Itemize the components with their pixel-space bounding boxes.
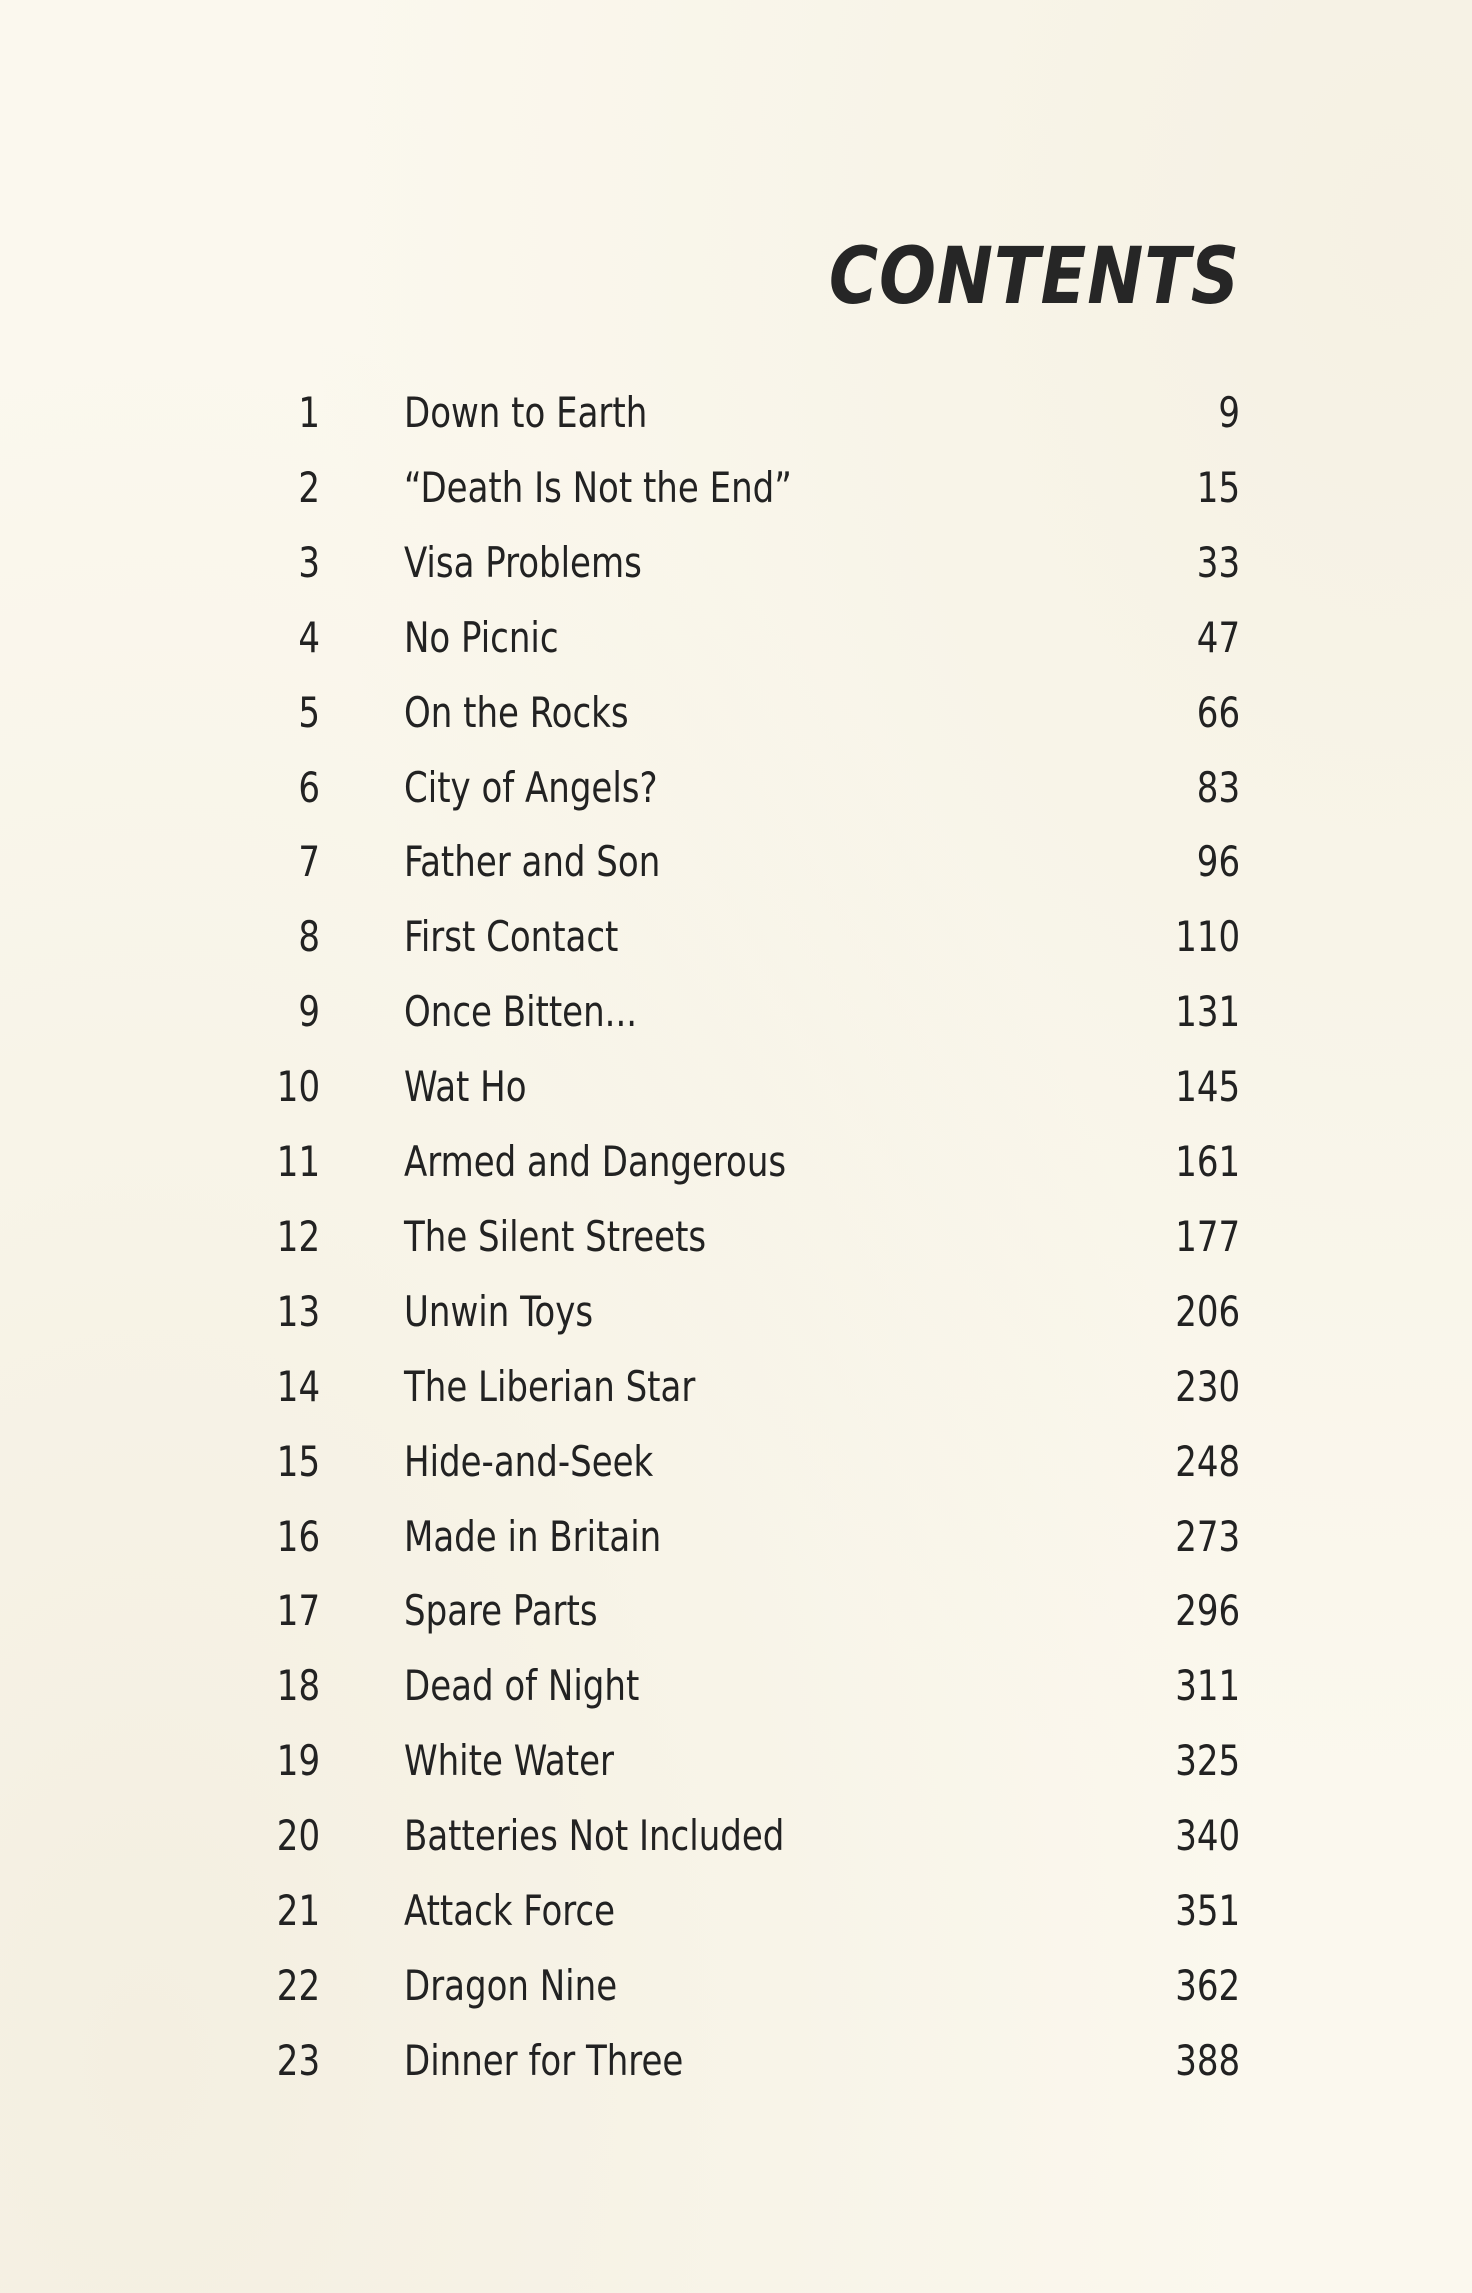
chapter-number: 20 — [276, 1811, 320, 1860]
toc-entry[interactable] — [0, 2031, 1472, 2091]
chapter-page-number: 351 — [1175, 1886, 1240, 1935]
chapter-number: 2 — [298, 463, 320, 512]
toc-entry[interactable] — [0, 1132, 1472, 1192]
chapter-number: 3 — [298, 538, 320, 587]
chapter-page-number: 248 — [1175, 1437, 1240, 1486]
chapter-page-number: 15 — [1196, 463, 1240, 512]
chapter-page-number: 47 — [1196, 613, 1240, 662]
chapter-title: On the Rocks — [404, 688, 629, 737]
chapter-number: 13 — [276, 1287, 320, 1336]
chapter-page-number: 230 — [1175, 1362, 1240, 1411]
chapter-number: 17 — [276, 1586, 320, 1635]
chapter-page-number: 340 — [1175, 1811, 1240, 1860]
toc-entry[interactable] — [0, 758, 1472, 818]
toc-entry[interactable] — [0, 982, 1472, 1042]
chapter-title: City of Angels? — [404, 763, 658, 812]
chapter-number: 12 — [276, 1212, 320, 1261]
chapter-page-number: 66 — [1196, 688, 1240, 737]
toc-entry[interactable] — [0, 1581, 1472, 1641]
chapter-title: Dead of Night — [404, 1661, 640, 1710]
chapter-number: 23 — [276, 2036, 320, 2085]
toc-entry[interactable] — [0, 1432, 1472, 1492]
toc-entry[interactable] — [0, 1282, 1472, 1342]
toc-entry[interactable] — [0, 907, 1472, 967]
chapter-number: 11 — [276, 1137, 320, 1186]
chapter-title: Dragon Nine — [404, 1961, 618, 2010]
chapter-page-number: 325 — [1175, 1736, 1240, 1785]
chapter-number: 8 — [298, 912, 320, 961]
toc-entry[interactable] — [0, 1057, 1472, 1117]
chapter-title: Dinner for Three — [404, 2036, 684, 2085]
chapter-title: Down to Earth — [404, 388, 648, 437]
toc-entry[interactable] — [0, 1357, 1472, 1417]
chapter-page-number: 388 — [1175, 2036, 1240, 2085]
toc-entry[interactable] — [0, 1956, 1472, 2016]
toc-entry[interactable] — [0, 1507, 1472, 1567]
toc-entry[interactable] — [0, 458, 1472, 518]
chapter-page-number: 110 — [1175, 912, 1240, 961]
chapter-title: Unwin Toys — [404, 1287, 594, 1336]
chapter-title: The Silent Streets — [404, 1212, 707, 1261]
chapter-page-number: 9 — [1218, 388, 1240, 437]
chapter-page-number: 33 — [1196, 538, 1240, 587]
chapter-page-number: 296 — [1175, 1586, 1240, 1635]
chapter-number: 5 — [298, 688, 320, 737]
toc-entry[interactable] — [0, 1207, 1472, 1267]
toc-entry[interactable] — [0, 832, 1472, 892]
chapter-title: Spare Parts — [404, 1586, 598, 1635]
chapter-page-number: 83 — [1196, 763, 1240, 812]
chapter-number: 21 — [276, 1886, 320, 1935]
chapter-page-number: 96 — [1196, 837, 1240, 886]
chapter-title: Once Bitten... — [404, 987, 638, 1036]
chapter-number: 22 — [276, 1961, 320, 2010]
chapter-title: Armed and Dangerous — [404, 1137, 787, 1186]
toc-entry[interactable] — [0, 1731, 1472, 1791]
chapter-page-number: 177 — [1175, 1212, 1240, 1261]
chapter-number: 1 — [298, 388, 320, 437]
chapter-number: 15 — [276, 1437, 320, 1486]
chapter-number: 9 — [298, 987, 320, 1036]
chapter-title: Visa Problems — [404, 538, 642, 587]
toc-entry[interactable] — [0, 683, 1472, 743]
chapter-title: No Picnic — [404, 613, 559, 662]
contents-heading: CONTENTS — [828, 232, 1240, 322]
chapter-number: 6 — [298, 763, 320, 812]
chapter-title: Made in Britain — [404, 1512, 662, 1561]
chapter-number: 16 — [276, 1512, 320, 1561]
chapter-page-number: 161 — [1175, 1137, 1240, 1186]
chapter-page-number: 362 — [1175, 1961, 1240, 2010]
chapter-title: Attack Force — [404, 1886, 616, 1935]
chapter-page-number: 273 — [1175, 1512, 1240, 1561]
chapter-number: 18 — [276, 1661, 320, 1710]
chapter-title: Wat Ho — [404, 1062, 527, 1111]
chapter-page-number: 206 — [1175, 1287, 1240, 1336]
chapter-number: 4 — [298, 613, 320, 662]
chapter-title: First Contact — [404, 912, 619, 961]
chapter-title: “Death Is Not the End” — [404, 463, 792, 512]
chapter-page-number: 311 — [1175, 1661, 1240, 1710]
chapter-number: 7 — [298, 837, 320, 886]
chapter-page-number: 145 — [1175, 1062, 1240, 1111]
chapter-number: 14 — [276, 1362, 320, 1411]
toc-entry[interactable] — [0, 1806, 1472, 1866]
chapter-number: 19 — [276, 1736, 320, 1785]
toc-entry[interactable] — [0, 383, 1472, 443]
toc-entry[interactable] — [0, 533, 1472, 593]
toc-entry[interactable] — [0, 1881, 1472, 1941]
chapter-title: Batteries Not Included — [404, 1811, 785, 1860]
chapter-title: Hide-and-Seek — [404, 1437, 654, 1486]
toc-entry[interactable] — [0, 608, 1472, 668]
chapter-title: Father and Son — [404, 837, 661, 886]
chapter-page-number: 131 — [1175, 987, 1240, 1036]
toc-entry[interactable] — [0, 1656, 1472, 1716]
chapter-number: 10 — [276, 1062, 320, 1111]
chapter-title: White Water — [404, 1736, 614, 1785]
chapter-title: The Liberian Star — [404, 1362, 696, 1411]
